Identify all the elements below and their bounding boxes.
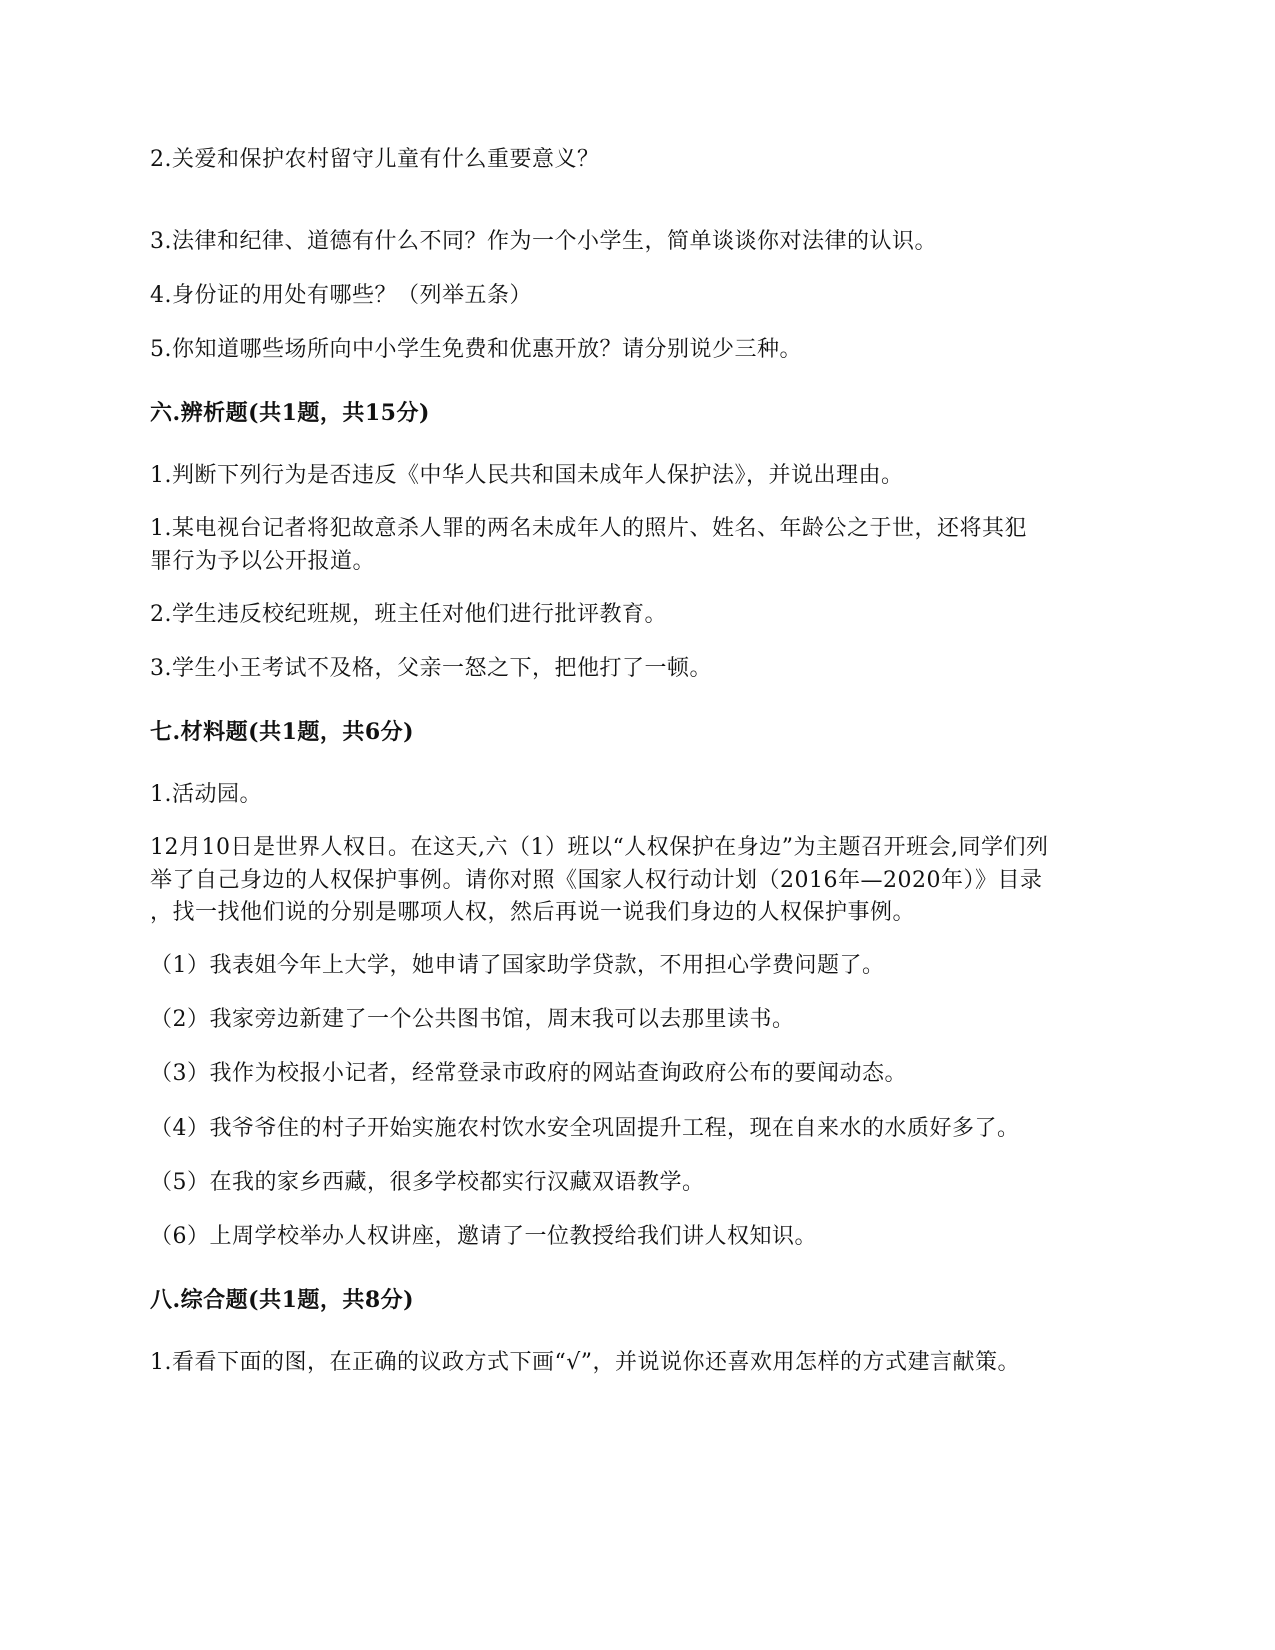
section-7-paragraph-line-3: ，找一找他们说的分别是哪项人权，然后再说一说我们身边的人权保护事例。	[150, 900, 916, 925]
section-7-item-1: （1）我表姐今年上大学，她申请了国家助学贷款，不用担心学费问题了。	[150, 953, 885, 978]
section-8-question-1: 1.看看下面的图，在正确的议政方式下画“√”，并说说你还喜欢用怎样的方式建言献策。	[150, 1350, 1021, 1375]
section-7-item-2: （2）我家旁边新建了一个公共图书馆，周末我可以去那里读书。	[150, 1007, 795, 1032]
section-6-item-1-line-2: 罪行为予以公开报道。	[150, 549, 376, 574]
section-6-item-2: 2.学生违反校纪班规，班主任对他们进行批评教育。	[150, 602, 667, 627]
section-7-item-3: （3）我作为校报小记者，经常登录市政府的网站查询政府公布的要闻动态。	[150, 1061, 907, 1086]
section-6-heading: 六.辨析题(共1题，共15分)	[150, 400, 430, 426]
question-5-4: 4.身份证的用处有哪些？（列举五条）	[150, 283, 532, 308]
section-7-item-4: （4）我爷爷住的村子开始实施农村饮水安全巩固提升工程，现在自来水的水质好多了。	[150, 1116, 1020, 1141]
section-6-question-1: 1.判断下列行为是否违反《中华人民共和国未成年人保护法》，并说出理由。	[150, 463, 904, 488]
section-7-question-1: 1.活动园。	[150, 782, 262, 807]
question-5-3: 3.法律和纪律、道德有什么不同？作为一个小学生，简单谈谈你对法律的认识。	[150, 229, 937, 254]
section-7-paragraph-line-1: 12月10日是世界人权日。在这天,六（1）班以“人权保护在身边”为主题召开班会,同学们列	[150, 835, 1049, 860]
section-6-item-1-line-1: 1.某电视台记者将犯故意杀人罪的两名未成年人的照片、姓名、年龄公之于世，还将其犯	[150, 516, 1027, 541]
section-6-item-3: 3.学生小王考试不及格，父亲一怒之下，把他打了一顿。	[150, 656, 712, 681]
section-7-item-5: （5）在我的家乡西藏，很多学校都实行汉藏双语教学。	[150, 1170, 705, 1195]
question-5-5: 5.你知道哪些场所向中小学生免费和优惠开放？请分别说少三种。	[150, 337, 802, 362]
section-7-heading: 七.材料题(共1题，共6分)	[150, 719, 415, 745]
section-7-paragraph-line-2: 举了自己身边的人权保护事例。请你对照《国家人权行动计划（2016年—2020年）》目录	[150, 868, 1043, 893]
question-5-2: 2.关爱和保护农村留守儿童有什么重要意义？	[150, 147, 600, 172]
section-8-heading: 八.综合题(共1题，共8分)	[150, 1287, 415, 1313]
section-7-item-6: （6）上周学校举办人权讲座，邀请了一位教授给我们讲人权知识。	[150, 1224, 817, 1249]
